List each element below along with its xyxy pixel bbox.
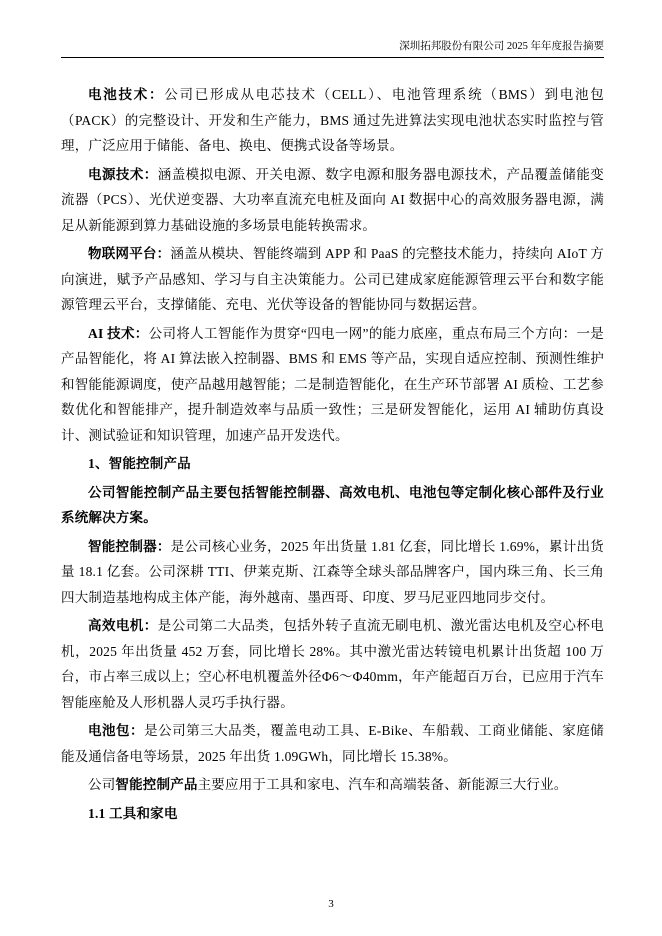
text-segment: 智能控制产品 [115,777,198,792]
paragraph [61,162,604,239]
text-segment: 智能控制器： [88,538,171,554]
text-segment: 电池技术： [88,87,165,102]
text-segment: 电源技术： [88,166,158,182]
text-segment: 公司智能控制产品主要包括智能控制器、高效电机、电池包等定制化核心部件及行业系统解决方案。 [61,484,604,525]
paragraph [61,321,604,449]
text-segment: 公司 [88,777,116,792]
paragraph [61,613,604,715]
paragraph [61,718,604,769]
page-header [61,40,604,58]
page-number: 3 [328,898,334,910]
text-segment: 是公司核心业务，2025 年出货量 1.81 亿套，同比增长 1.69%，累计出货量 18.1 亿套。公司深耕 TTI、伊莱克斯、江森等全球头部品牌客户，国内珠三角、长三角四大制造基地构成主体产能，海外越南、墨西哥、印度、罗马尼亚四地同步交付。 [61,538,605,605]
text-segment: 公司已形成从电芯技术（CELL）、电池管理系统（BMS）到电池包（PACK）的完整设计、开发和生产能力，BMS 通过先进算法实现电池状态实时监控与管理，广泛应用于储能、备电、换电、便携式设备等场景。 [61,87,604,153]
document-body [61,82,604,826]
text-segment: 是公司第三大品类，覆盖电动工具、E-Bike、车船载、工商业储能、家庭储能及通信备电等场景，2025 年出货 1.09GWh，同比增长 15.38%。 [61,723,604,764]
text-segment: 主要应用于工具和家电、汽车和高端装备、新能源三大行业。 [197,777,568,792]
text-segment: 电池包： [88,723,145,738]
section-heading [61,451,604,477]
text-segment: 1.1 工具和家电 [88,805,178,821]
text-segment: 1、智能控制产品 [88,456,191,471]
text-segment: 物联网平台： [88,246,171,261]
text-segment: 高效电机： [88,618,158,633]
paragraph [61,534,604,611]
paragraph [61,82,604,159]
text-segment: 是公司第二大品类，包括外转子直流无刷电机、激光雷达电机及空心杯电机，2025 年出货量 452 万套，同比增长 28%。其中激光雷达转镜电机累计出货超 100 万台，市占率三成以上；空心杯电机覆盖外径Φ6～Φ40mm，年产能超百万台，已应用于汽车智能座舱及人形机器人灵巧手执行器。 [61,618,604,710]
section-heading [61,801,604,827]
text-segment: 涵盖从模块、智能终端到 APP 和 PaaS 的完整技术能力，持续向 AIoT 方向演进，赋予产品感知、学习与自主决策能力。公司已建成家庭能源管理云平台和数字能源管理云平台，支撑储能、充电、光伏等设备的智能协同与数据运营。 [61,246,604,312]
paragraph [61,480,604,531]
header-title: 深圳拓邦股份有限公司 2025 年年度报告摘要 [399,41,604,52]
page-footer [0,898,662,910]
paragraph [61,772,604,798]
text-segment: AI 技术： [88,325,149,341]
text-segment: 涵盖模拟电源、开关电源、数字电源和服务器电源技术，产品覆盖储能变流器（PCS）、光伏逆变器、大功率直流充电桩及面向 AI 数据中心的高效服务器电源，满足从新能源到算力基础设施的多场景电能转换需求。 [61,166,604,233]
text-segment: 公司将人工智能作为贯穿“四电一网”的能力底座，重点布局三个方向：一是产品智能化，将 AI 算法嵌入控制器、BMS 和 EMS 等产品，实现自适应控制、预测性维护和智能能源调度，使产品越用越智能；二是制造智能化，在生产环节部署 AI 质检、工艺参数优化和智能排产，提升制造效率与品质一致性；三是研发智能化，运用 AI 辅助仿真设计、测试验证和知识管理，加速产品开发迭代。 [61,325,604,443]
paragraph [61,241,604,318]
